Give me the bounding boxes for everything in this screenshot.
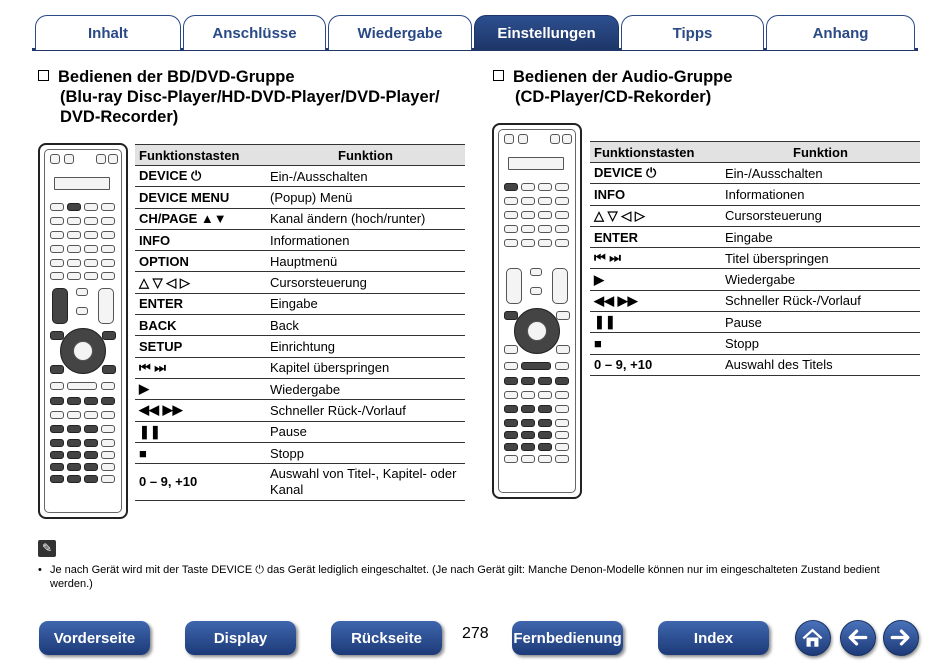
col-header-keys: Funktionstasten [135,145,266,166]
arrow-left-icon [841,621,874,654]
display-button[interactable]: Display [185,621,296,655]
table-row: ⏮ ⏭ Titel überspringen [590,248,920,269]
table-row: DEVICE ⏻ Ein-/Ausschalten [590,163,920,184]
table-row: SETUP Einrichtung [135,336,465,357]
table-row: ◀◀ ▶▶ Schneller Rück-/Vorlauf [135,400,465,421]
table-row: △ ▽ ◁ ▷ Cursorsteuerung [590,205,920,226]
table-row: ⏮ ⏭ Kapitel überspringen [135,357,465,378]
table-row: △ ▽ ◁ ▷ Cursorsteuerung [135,272,465,293]
table-row: ENTER Eingabe [135,293,465,314]
tab-inhalt[interactable]: Inhalt [35,15,181,50]
table-row: DEVICE MENU (Popup) Menü [135,187,465,208]
table-row: ❚❚ Pause [135,421,465,442]
table-header-row [590,142,920,163]
table-row: BACK Back [135,315,465,336]
table-row: ▶ Wiedergabe [135,378,465,399]
tab-tipps[interactable]: Tipps [621,15,764,50]
tab-anschluesse[interactable]: Anschlüsse [183,15,326,50]
rear-panel-button[interactable]: Rückseite [331,621,442,655]
table-row: 0 – 9, +10 Auswahl von Titel-, Kapitel- oder Kanal [135,464,465,501]
col-header-function: Funktion [266,145,465,166]
front-panel-button[interactable]: Vorderseite [39,621,150,655]
tab-einstellungen[interactable]: Einstellungen [474,15,619,50]
table-row: DEVICE ⏻ Ein-/Ausschalten [135,166,465,187]
table-row: ❚❚ Pause [590,312,920,333]
audio-function-table [590,141,920,376]
pencil-note-icon: ✎ [38,540,56,557]
table-row: ◀◀ ▶▶ Schneller Rück-/Vorlauf [590,290,920,311]
remote-control-illustration-audio [492,123,582,499]
table-row: 0 – 9, +10 Auswahl des Titels [590,354,920,375]
col-header-keys: Funktionstasten [590,142,721,163]
previous-page-button[interactable] [840,620,876,656]
page-number: 278 [462,625,489,642]
remote-control-button[interactable]: Fernbedienung [512,621,623,655]
audio-group-heading: Bedienen der Audio-Gruppe (CD-Player/CD-Rekorder) [493,67,732,107]
col-header-function: Funktion [721,142,920,163]
table-row: ■ Stopp [590,333,920,354]
bd-dvd-group-heading: Bedienen der BD/DVD-Gruppe (Blu-ray Disc-Player/HD-DVD-Player/DVD-Player/ DVD-Recorder) [38,67,440,127]
table-row: INFO Informationen [590,184,920,205]
home-icon [796,621,829,654]
table-row: CH/PAGE ▲▼ Kanal ändern (hoch/runter) [135,208,465,229]
bd-dvd-function-table [135,144,465,501]
checkbox-icon [38,70,49,81]
table-row: ENTER Eingabe [590,226,920,247]
note-text: • Je nach Gerät wird mit der Taste DEVICE ⏻ das Gerät lediglich eingeschaltet. (Je nach Gerät gilt: Manche Denon-Modelle können nur im eingeschalteten Zustand bedient werden.) [38,564,880,590]
top-tab-bar [0,0,950,56]
remote-control-illustration-bd-dvd [38,143,128,519]
table-row: ■ Stopp [135,442,465,463]
tab-anhang[interactable]: Anhang [766,15,915,50]
table-row: INFO Informationen [135,229,465,250]
table-row: OPTION Hauptmenü [135,251,465,272]
checkbox-icon [493,70,504,81]
table-header-row [135,145,465,166]
index-button[interactable]: Index [658,621,769,655]
table-row: ▶ Wiedergabe [590,269,920,290]
tab-wiedergabe[interactable]: Wiedergabe [328,15,472,50]
arrow-right-icon [884,621,917,654]
home-button[interactable] [795,620,831,656]
next-page-button[interactable] [883,620,919,656]
